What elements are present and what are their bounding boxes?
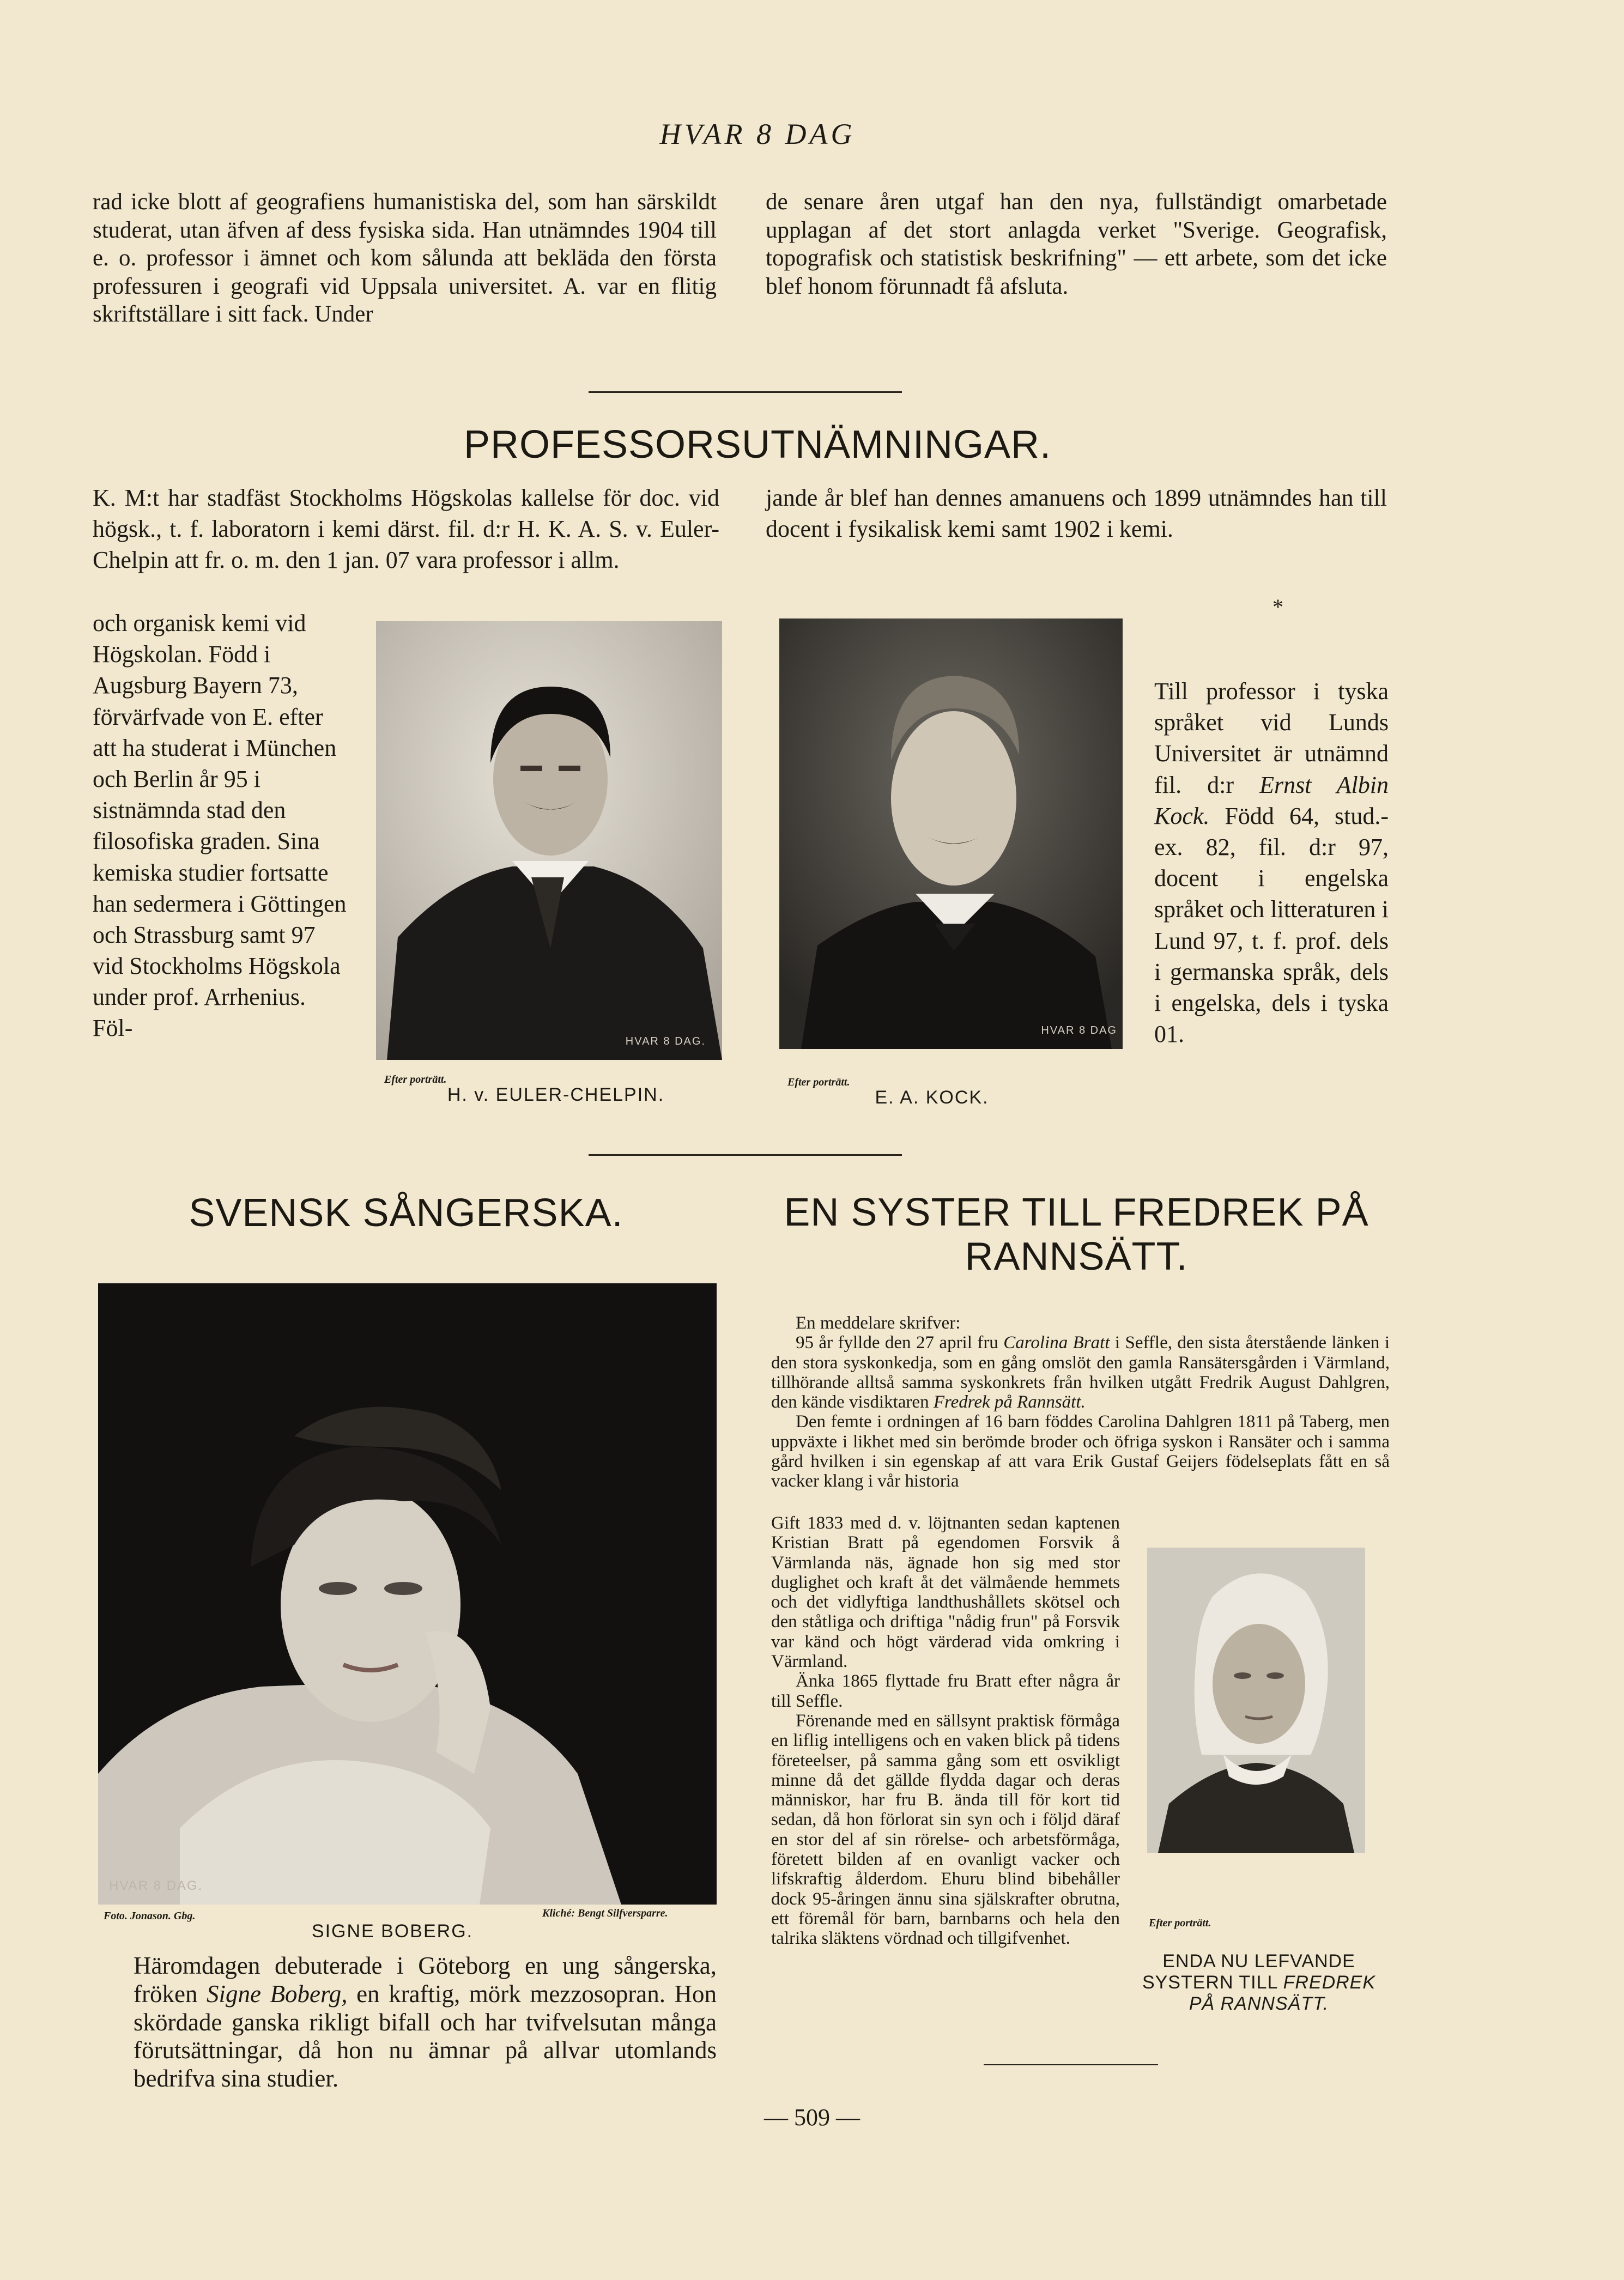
page-number: — 509 — [764, 2104, 860, 2131]
sister-title-ref: Fredrek på Rannsätt. [933, 1392, 1086, 1412]
section-title-sister: EN SYSTER TILL FREDREK PÅ RANNSÄTT. [784, 1191, 1369, 1278]
sister-p5: Förenande med en sällsynt praktisk förmåga en liflig intelligens och en vaken blick på tidens företeelser, på samma gång som ett osvikligt minne då det gällde flydda dagar och deras människor, har fru B. ända till för kort tid sedan, då hon förlorat sin syn och i följd däraf en stor del af sin rörelse- och arbetsförmåga, företett bilden af en ovanligt vacker och lifskraftig ålderdom. Ehuru blind bibehåller dock 95-åringen ännu sina själskrafter obrutna, ett föremål för barn, barnbarns och hela den talrika släktens vördnad och tillgifvenhet. [771, 1711, 1120, 1949]
caption-euler-chelpin: H. v. EULER-CHELPIN. [447, 1084, 665, 1105]
prof-left-column: och organisk kemi vid Högskolan. Född i Augsburg Bayern 73, förvärfvade von E. efter att ha studerat i München och Berlin år 95 i sistnämnda stad den filosofiska graden. Sina kemiska studier fortsatte han sedermera i Göttingen och Strassburg samt 97 vid Stockholms Högskola under prof. Arrhenius. Föl- [93, 610, 347, 1042]
singer-text-b: en kraftig, mörk mezzosopran. Hon skördade ganska rikligt bifall och har tvifvelsutan många förutsättningar, då hon nu ämnar på allvar utomlands bedrifva sina studier. [134, 1980, 717, 2092]
sister-name: Carolina Bratt [1003, 1333, 1110, 1353]
section-title-singer: SVENSK SÅNGERSKA. [189, 1191, 623, 1235]
kock-text-b: Född 64, stud.-ex. 82, fil. d:r 97, docent i engelska språket och litteraturen i Lund 97, t. f. prof. dels i germanska språk, dels i engelska, dels i tyska 01. [1154, 802, 1389, 1048]
prof-lead-text: K. M:t har stadfäst Stockholms Högskolas kallelse för doc. vid högsk., t. f. laboratorn i kemi därst. fil. d:r H. K. A. S. v. Euler-Chelpin att fr. o. m. den 1 jan. 07 vara professor i allm. [93, 484, 719, 574]
sister-text-top [771, 1313, 1390, 1491]
section-star: * [1272, 595, 1283, 619]
intro-left-column: rad icke blott af geografiens humanistiska del, som han särskildt studerat, utan äfven af dess fysiska sida. Han utnämndes 1904 till e. o. professor i ämnet och kom sålunda att bekläda den första professuren i geografi vid Uppsala universitet. A. var en flitig skriftställare i sitt fack. Under [93, 189, 717, 328]
sister-p4: Änka 1865 flyttade fru Bratt efter några år till Seffle. [771, 1671, 1120, 1711]
divider [984, 2064, 1158, 2065]
caption-kock: E. A. KOCK. [875, 1087, 989, 1108]
singer-text-a: Häromdagen debuterade i Göteborg en ung sångerska, fröken [134, 1952, 717, 2008]
sister-p2 [771, 1333, 1390, 1412]
photo-watermark: HVAR 8 DAG. [625, 1035, 706, 1047]
caption-sister-a: ENDA NU LEFVANDE SYSTERN TILL [1142, 1951, 1355, 1993]
photo-watermark: HVAR 8 DAG [1041, 1024, 1117, 1036]
intro-right-column: de senare åren utgaf han den nya, fullständigt omarbetade upplagan af det stort anlagda verket "Sverige. Geografisk, topografisk och statistisk beskrifning" — ett arbete, som det icke blef honom förunnadt få afsluta. [766, 189, 1387, 299]
prof-right-lead: jande år blef han dennes amanuens och 1899 utnämndes han till docent i fysikalisk kemi samt 1902 i kemi. [766, 484, 1387, 543]
caption-sister-b: FREDREK PÅ RANNSÄTT. [1189, 1972, 1376, 2015]
caption-signe-boberg: SIGNE BOBERG. [311, 1921, 474, 1942]
sister-p2b: i Seffle, den sista återstående länken i den stora syskonkedja, som en gång omslöt den gamla Ransätersgården i Värmland, tillhörande alltså samma syskonkrets från hvilken utgått Fredrik August Dahlgren, den kände visdiktaren [771, 1333, 1390, 1412]
photo-kock [779, 618, 1123, 1049]
photo-carolina-bratt [1147, 1548, 1365, 1853]
photo-watermark: HVAR 8 DAG. [109, 1878, 203, 1893]
divider [589, 391, 902, 393]
photo-credit: Efter porträtt. [384, 1074, 447, 1086]
section-title-professors: PROFESSORSUTNÄMNINGAR. [463, 423, 1052, 466]
divider [589, 1154, 902, 1156]
sister-p3: Den femte i ordningen af 16 barn föddes Carolina Dahlgren 1811 på Taberg, men uppväxte i likhet med sin berömde broder och öfriga syskon i Ransäter och i samma gård hvilken i sin egenskap af att vara Erik Gustaf Geijers födelseplats fått en så vacker klang i vår historia [771, 1412, 1390, 1491]
kock-text-a: Till professor i tyska språket vid Lunds Universitet är utnämnd fil. d:r [1154, 678, 1389, 798]
singer-text [134, 1952, 717, 2093]
kock-text [1154, 676, 1389, 1050]
sister-p1: En meddelare skrifver: [796, 1313, 961, 1333]
kock-name: Ernst Albin Kock. [1154, 771, 1389, 829]
photo-euler-chelpin [376, 621, 722, 1060]
sister-p3b: Gift 1833 med d. v. löjtnanten sedan kaptenen Kristian Bratt på egendomen Forsvik å Värmlanda näs, ägnade hon sig med stor duglighet och kraft åt det välmående hemmets och det vidlyftiga landthushållets skötsel och den ståtliga och driftiga "nådig frun" på Forsvik var känd och högt värderad vida omkring i Värmland. [771, 1513, 1120, 1672]
singer-name: Signe Boberg, [206, 1980, 348, 2008]
photo-credit-right: Kliché: Bengt Silfversparre. [542, 1907, 668, 1919]
caption-carolina-bratt [1139, 1951, 1379, 2015]
photo-signe-boberg [98, 1283, 717, 1905]
sister-text-bottom [771, 1513, 1120, 1949]
photo-credit: Efter porträtt. [787, 1076, 850, 1088]
photo-credit: Efter porträtt. [1149, 1917, 1211, 1929]
sister-p2a: 95 år fyllde den 27 april fru [796, 1333, 1004, 1353]
photo-credit-left: Foto. Jonason. Gbg. [104, 1910, 196, 1922]
running-header: HVAR 8 DAG [659, 118, 856, 150]
